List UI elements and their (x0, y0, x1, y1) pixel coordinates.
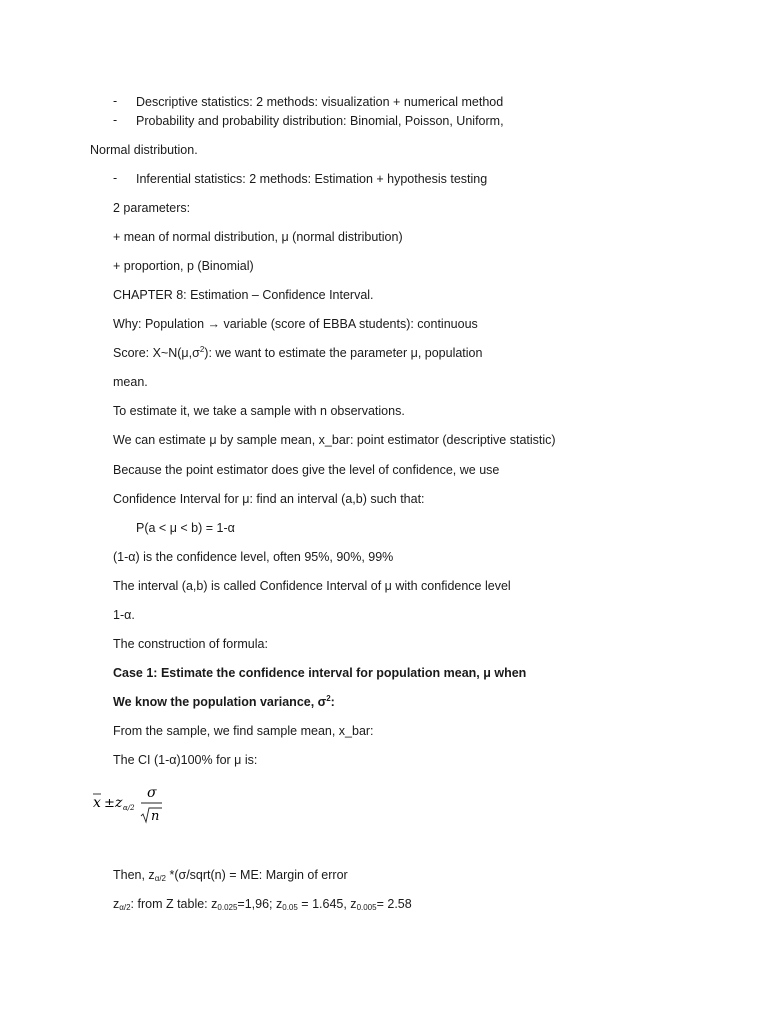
confidence-level-line: (1-α) is the confidence level, often 95%, 90%, 99% (113, 550, 394, 564)
why-line: Why: Population → variable (score of EBBA students): continuous (113, 317, 478, 331)
from-sample-line: From the sample, we find sample mean, x_bar: (113, 724, 374, 738)
z-table-z-sub: α/2 (119, 903, 131, 912)
point-estimator-line: We can estimate μ by sample mean, x_bar: point estimator (descriptive statistic) (113, 433, 556, 447)
score-superscript: 2 (199, 345, 205, 354)
z-table-z: z (113, 897, 120, 911)
bullet-probability: Probability and probability distribution: Binomial, Poisson, Uniform, (136, 114, 504, 128)
sigma-symbol: σ (147, 785, 157, 801)
probability-equation: P(a < μ < b) = 1-α (136, 521, 235, 535)
z-subscript: α/2 (123, 804, 135, 812)
bullet-descriptive-statistics: Descriptive statistics: 2 methods: visualization + numerical method (136, 95, 504, 109)
known-variance-text-a: We know the population variance, σ (113, 695, 327, 709)
chapter-title: CHAPTER 8: Estimation – Confidence Interval. (113, 288, 374, 302)
plus-minus-symbol: ± (104, 796, 115, 811)
z-table-sub-1: 0.025 (217, 903, 238, 912)
estimate-line: To estimate it, we take a sample with n observations. (113, 404, 405, 418)
xbar-symbol: x (93, 795, 101, 811)
parameters-heading: 2 parameters: (113, 201, 191, 215)
z-table-value-3: = 2.58 (376, 897, 412, 911)
because-line: Because the point estimator does give the level of confidence, we use (113, 463, 500, 477)
z-table-sub-3: 0.005 (356, 903, 377, 912)
known-variance-superscript: 2 (326, 694, 331, 703)
known-variance-line (113, 694, 335, 710)
then-subscript: α/2 (154, 874, 166, 883)
z-symbol: z (115, 795, 123, 811)
interval-called-line: The interval (a,b) is called Confidence Interval of μ with confidence level (113, 579, 511, 593)
parameter-mean: + mean of normal distribution, μ (normal distribution) (113, 230, 403, 244)
z-table-line (113, 896, 412, 912)
score-line (113, 345, 482, 361)
n-symbol: n (151, 809, 160, 824)
margin-of-error-line (113, 867, 348, 883)
known-variance-text-b: : (330, 695, 335, 709)
bullet-dash: - (113, 171, 118, 185)
ci-percent-line: The CI (1-α)100% for μ is: (113, 753, 258, 767)
one-minus-alpha: 1-α. (113, 608, 135, 622)
case-1-heading: Case 1: Estimate the confidence interval for population mean, μ when (113, 666, 527, 680)
mean-word: mean. (113, 375, 148, 389)
parameter-proportion: + proportion, p (Binomial) (113, 259, 254, 273)
then-text-a: Then, z (113, 868, 155, 882)
ci-formula (90, 782, 170, 826)
score-text-a: Score: X~N(μ,σ (113, 346, 200, 360)
then-text-b: *(σ/sqrt(n) = ME: Margin of error (165, 868, 348, 882)
bullet-dash: - (113, 113, 118, 127)
z-table-text-a: : from Z table: z (130, 897, 218, 911)
normal-distribution-text: Normal distribution. (90, 143, 198, 157)
score-text-b: ): we want to estimate the parameter μ, population (204, 346, 483, 360)
construction-line: The construction of formula: (113, 637, 268, 651)
bullet-dash: - (113, 94, 118, 108)
z-table-sub-2: 0.05 (282, 903, 298, 912)
z-table-value-1: =1,96; z (237, 897, 283, 911)
z-table-value-2: = 1.645, z (297, 897, 357, 911)
bullet-inferential-statistics: Inferential statistics: 2 methods: Estimation + hypothesis testing (136, 172, 488, 186)
ci-for-line: Confidence Interval for μ: find an interval (a,b) such that: (113, 492, 425, 506)
